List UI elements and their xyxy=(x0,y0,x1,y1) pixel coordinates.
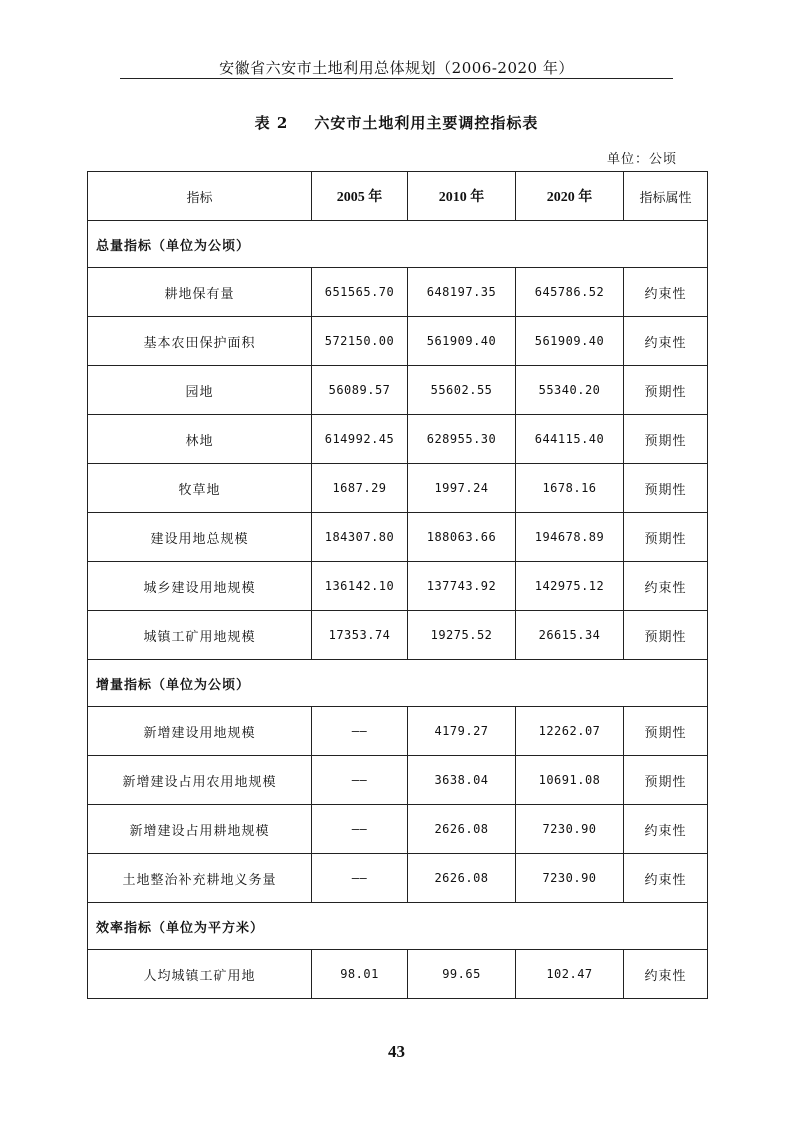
value-2010: 19275.52 xyxy=(408,611,516,660)
attribute: 约束性 xyxy=(624,854,708,903)
value-2020: 7230.90 xyxy=(516,854,624,903)
attribute: 约束性 xyxy=(624,317,708,366)
attribute: 预期性 xyxy=(624,415,708,464)
indicator-table xyxy=(87,171,708,999)
table-row xyxy=(88,366,708,415)
column-header-2005: 2005 年 xyxy=(312,172,408,221)
value-2010: 2626.08 xyxy=(408,854,516,903)
table-row xyxy=(88,513,708,562)
attribute: 预期性 xyxy=(624,513,708,562)
value-2010: 3638.04 xyxy=(408,756,516,805)
value-2010: 561909.40 xyxy=(408,317,516,366)
table-row xyxy=(88,268,708,317)
section-row xyxy=(88,903,708,950)
value-2005: —— xyxy=(312,756,408,805)
header-rule xyxy=(120,78,673,79)
value-2010: 4179.27 xyxy=(408,707,516,756)
value-2005: 17353.74 xyxy=(312,611,408,660)
section-title: 效率指标（单位为平方米） xyxy=(88,903,708,950)
value-2005: —— xyxy=(312,805,408,854)
row-label: 林地 xyxy=(88,415,312,464)
row-label: 新增建设用地规模 xyxy=(88,707,312,756)
value-2005: 98.01 xyxy=(312,950,408,999)
value-2005: —— xyxy=(312,707,408,756)
page-number: 43 xyxy=(388,1042,405,1061)
unit-label: 单位：公顷 xyxy=(607,152,678,167)
table-title: 六安市土地利用主要调控指标表 xyxy=(314,114,539,132)
value-2005: 651565.70 xyxy=(312,268,408,317)
table-row xyxy=(88,756,708,805)
value-2005: 614992.45 xyxy=(312,415,408,464)
table-row xyxy=(88,415,708,464)
row-label: 基本农田保护面积 xyxy=(88,317,312,366)
value-2005: 184307.80 xyxy=(312,513,408,562)
table-row xyxy=(88,805,708,854)
attribute: 约束性 xyxy=(624,805,708,854)
row-label: 人均城镇工矿用地 xyxy=(88,950,312,999)
table-row xyxy=(88,464,708,513)
column-header-indicator: 指标 xyxy=(88,172,312,221)
attribute: 约束性 xyxy=(624,562,708,611)
table-caption xyxy=(0,112,793,133)
value-2010: 99.65 xyxy=(408,950,516,999)
value-2020: 644115.40 xyxy=(516,415,624,464)
section-row xyxy=(88,660,708,707)
value-2020: 26615.34 xyxy=(516,611,624,660)
running-header: 安徽省六安市土地利用总体规划（2006-2020 年） xyxy=(219,59,574,77)
value-2020: 10691.08 xyxy=(516,756,624,805)
value-2020: 194678.89 xyxy=(516,513,624,562)
value-2020: 12262.07 xyxy=(516,707,624,756)
attribute: 预期性 xyxy=(624,366,708,415)
value-2005: 1687.29 xyxy=(312,464,408,513)
column-header-2020: 2020 年 xyxy=(516,172,624,221)
row-label: 园地 xyxy=(88,366,312,415)
attribute: 预期性 xyxy=(624,464,708,513)
table-header-row xyxy=(88,172,708,221)
row-label: 城乡建设用地规模 xyxy=(88,562,312,611)
section-row xyxy=(88,221,708,268)
table-row xyxy=(88,317,708,366)
value-2020: 7230.90 xyxy=(516,805,624,854)
value-2005: 56089.57 xyxy=(312,366,408,415)
value-2005: 572150.00 xyxy=(312,317,408,366)
attribute: 预期性 xyxy=(624,756,708,805)
value-2020: 645786.52 xyxy=(516,268,624,317)
value-2010: 55602.55 xyxy=(408,366,516,415)
row-label: 牧草地 xyxy=(88,464,312,513)
table-row xyxy=(88,950,708,999)
table-body xyxy=(88,221,708,999)
table-row xyxy=(88,707,708,756)
attribute: 预期性 xyxy=(624,707,708,756)
table-number: 表 2 xyxy=(254,114,289,132)
value-2010: 2626.08 xyxy=(408,805,516,854)
value-2020: 55340.20 xyxy=(516,366,624,415)
row-label: 城镇工矿用地规模 xyxy=(88,611,312,660)
value-2010: 137743.92 xyxy=(408,562,516,611)
attribute: 约束性 xyxy=(624,950,708,999)
value-2010: 1997.24 xyxy=(408,464,516,513)
attribute: 约束性 xyxy=(624,268,708,317)
table-row xyxy=(88,854,708,903)
table-row xyxy=(88,562,708,611)
column-header-2010: 2010 年 xyxy=(408,172,516,221)
value-2020: 142975.12 xyxy=(516,562,624,611)
value-2005: 136142.10 xyxy=(312,562,408,611)
section-title: 总量指标（单位为公顷） xyxy=(88,221,708,268)
column-header-attribute: 指标属性 xyxy=(624,172,708,221)
row-label: 新增建设占用耕地规模 xyxy=(88,805,312,854)
value-2010: 648197.35 xyxy=(408,268,516,317)
value-2020: 102.47 xyxy=(516,950,624,999)
value-2010: 628955.30 xyxy=(408,415,516,464)
row-label: 土地整治补充耕地义务量 xyxy=(88,854,312,903)
row-label: 耕地保有量 xyxy=(88,268,312,317)
section-title: 增量指标（单位为公顷） xyxy=(88,660,708,707)
attribute: 预期性 xyxy=(624,611,708,660)
row-label: 建设用地总规模 xyxy=(88,513,312,562)
value-2020: 561909.40 xyxy=(516,317,624,366)
value-2020: 1678.16 xyxy=(516,464,624,513)
value-2010: 188063.66 xyxy=(408,513,516,562)
value-2005: —— xyxy=(312,854,408,903)
table-row xyxy=(88,611,708,660)
row-label: 新增建设占用农用地规模 xyxy=(88,756,312,805)
